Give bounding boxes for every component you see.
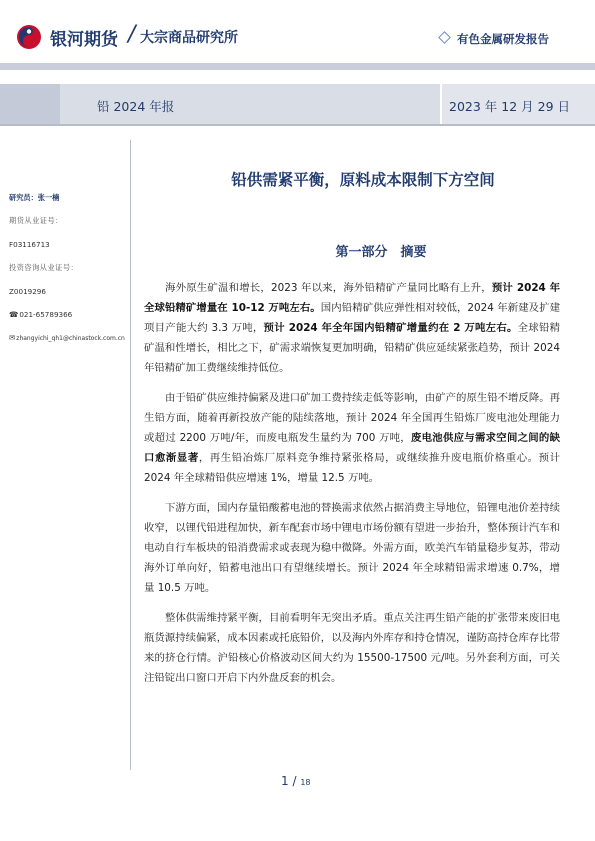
paragraph-text: 整体供需维持紧平衡，目前看明年无突出矛盾。重点关注再生铅产能的扩张带来废旧电瓶货源持续偏紧，成本因素或托底铅价，以及海内外库存和持仓情况，谨防高持仓库存比带来的挤仓行情。沪铅核心价格波动区间大约为 15500-17500 元/吨。另外套利方面，可关注铅锭出口窗口开启下内外盘反套的机会。	[144, 612, 560, 684]
email-address[interactable]: zhangyichi_qh1@chinastock.com.cn	[16, 335, 125, 342]
report-header	[0, 0, 595, 72]
summary-paragraph	[144, 498, 560, 598]
page-number	[281, 774, 311, 788]
header-band-top	[0, 63, 595, 70]
invest-cert-label: 投资咨询从业证号：	[9, 263, 79, 272]
paragraph-text: 全球铅精矿温和性增长，相比之下，矿需求端恢复更加明确，铅精矿供应延续紧张趋势，预计 2024 年铅精矿加工费继续维持低位。	[144, 322, 560, 374]
emphasis-text: 预计 2024 年全年国内铅精矿增量约在 2 万吨左右。	[263, 322, 518, 334]
invest-cert-number: Z0019296	[9, 287, 46, 296]
summary-body	[144, 278, 560, 698]
email-icon: ✉	[9, 333, 16, 342]
sidebar-divider	[130, 140, 131, 770]
page-current: 1	[281, 774, 289, 788]
summary-paragraph	[144, 388, 560, 488]
brand-slash: /	[128, 22, 136, 47]
brand-name: 银河期货	[50, 30, 118, 50]
page-separator: /	[292, 774, 297, 788]
phone-icon: ☎	[9, 310, 19, 319]
paragraph-text: 下游方面，国内存量铅酸蓄电池的替换需求依然占据消费主导地位，铅锂电池价差持续收窄，以锂代铅进程加快，新车配套市场中锂电市场份额有望进一步抬升，整体预计汽车和电动自行车板块的铅消费需求或表现为稳中微降。外需方面，欧美汽车销量稳步复苏，带动海外订单向好，铅蓄电池出口有望继续增长。预计 2024 年全球精铅需求增速 0.7%，增量 10.5 万吨。	[144, 502, 560, 594]
report-date: 2023 年 12 月 29 日	[449, 99, 570, 114]
report-title: 铅供需紧平衡，原料成本限制下方空间	[231, 171, 495, 189]
logo-icon	[16, 24, 42, 50]
paragraph-text: 由于铅矿供应维持偏紧及进口矿加工费持续走低等影响，由矿产的原生铅不增反降。再生铅方面，随着再新投放产能的陆续落地，预计 2024 年全国再生铅炼厂废电池处理能力或超过 2200 万吨/年，而废电瓶发生量约为 700 万吨，	[144, 392, 560, 444]
analyst-email[interactable]	[9, 333, 125, 342]
section-title: 第一部分 摘要	[335, 245, 427, 260]
summary-paragraph	[144, 608, 560, 688]
paragraph-text: 国内铅精矿供应弹性相对较低，2024 年新建及扩建项目产能大约 3.3 万吨，	[144, 302, 561, 334]
phone-number: 021-65789366	[19, 310, 73, 319]
emphasis-text: 预计 2024 年全球铅精矿增量在 10-12 万吨左右。	[144, 282, 561, 314]
analyst-name: 研究员：张一楠	[9, 193, 60, 202]
page-total: 18	[300, 778, 311, 787]
diamond-icon	[438, 31, 451, 44]
futures-cert-number: F03116713	[9, 240, 50, 249]
analyst-phone	[9, 310, 72, 319]
summary-paragraph	[144, 278, 560, 378]
futures-cert-label: 期货从业证号：	[9, 216, 63, 225]
title-band-underline	[0, 124, 595, 126]
paragraph-text: ，再生铅冶炼厂原料竞争维持紧张格局，或继续推升废电瓶价格重心。预计 2024 年全球精铅供应增速 1%，增量 12.5 万吨。	[144, 452, 560, 484]
report-type	[440, 31, 549, 47]
emphasis-text: 废电池供应与需求空间之间的缺口愈渐显著	[144, 432, 560, 464]
title-band-accent	[0, 84, 60, 124]
report-name: 铅 2024 年报	[97, 99, 175, 114]
report-type-label: 有色金属研发报告	[457, 32, 549, 46]
paragraph-text: 海外原生矿温和增长，2023 年以来，海外铅精矿产量同比略有上升，	[165, 282, 492, 294]
institute-name: 大宗商品研究所	[140, 30, 238, 46]
title-band-divider	[440, 84, 442, 124]
